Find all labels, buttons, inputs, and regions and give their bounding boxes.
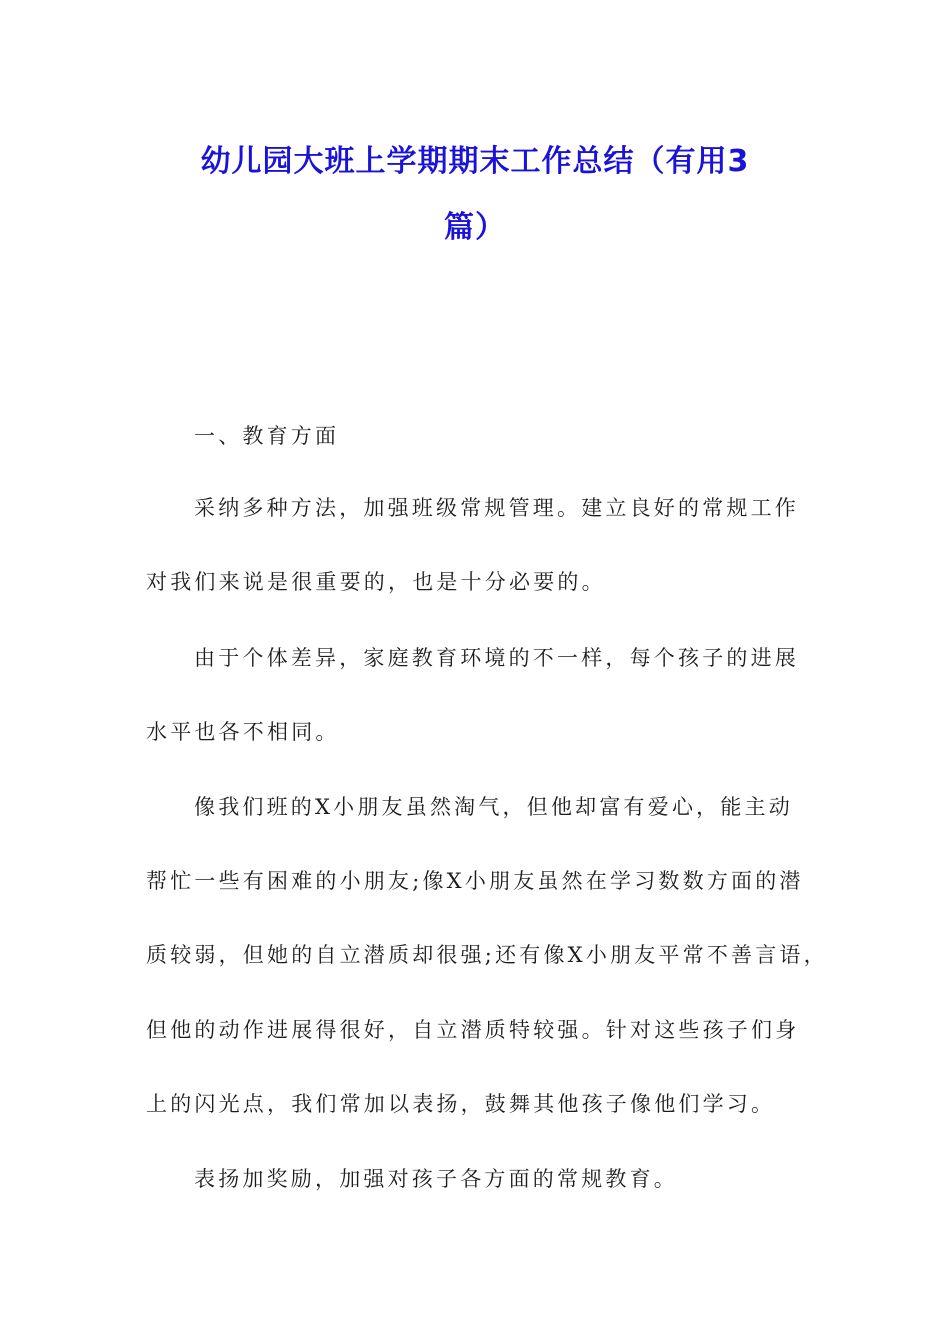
paragraph-line: 但他的动作进展得很好，自立潜质特较强。针对这些孩子们身 xyxy=(146,1018,800,1042)
paragraph-line: 对我们来说是很重要的，也是十分必要的。 xyxy=(146,570,606,594)
paragraph-line: 采纳多种方法，加强班级常规管理。建立良好的常规工作 xyxy=(194,496,799,520)
paragraph-line: 由于个体差异，家庭教育环境的不一样，每个孩子的进展 xyxy=(194,646,799,670)
document-title-line-1: 幼儿园大班上学期期末工作总结（有用3 xyxy=(200,144,750,179)
paragraph-line: 上的闪光点，我们常加以表扬，鼓舞其他孩子像他们学习。 xyxy=(146,1092,776,1116)
paragraph-line: 水平也各不相同。 xyxy=(146,720,340,744)
paragraph-line: 像我们班的X小朋友虽然淘气，但他却富有爱心，能主动 xyxy=(194,795,793,819)
section-heading: 一、教育方面 xyxy=(194,424,340,448)
paragraph-line: 质较弱，但她的自立潜质却很强;还有像X小朋友平常不善言语， xyxy=(146,943,828,967)
paragraph-line: 帮忙一些有困难的小朋友;像X小朋友虽然在学习数数方面的潜 xyxy=(146,869,804,893)
paragraph-line: 表扬加奖励，加强对孩子各方面的常规教育。 xyxy=(194,1167,678,1191)
document-title-line-2: 篇） xyxy=(444,210,506,245)
